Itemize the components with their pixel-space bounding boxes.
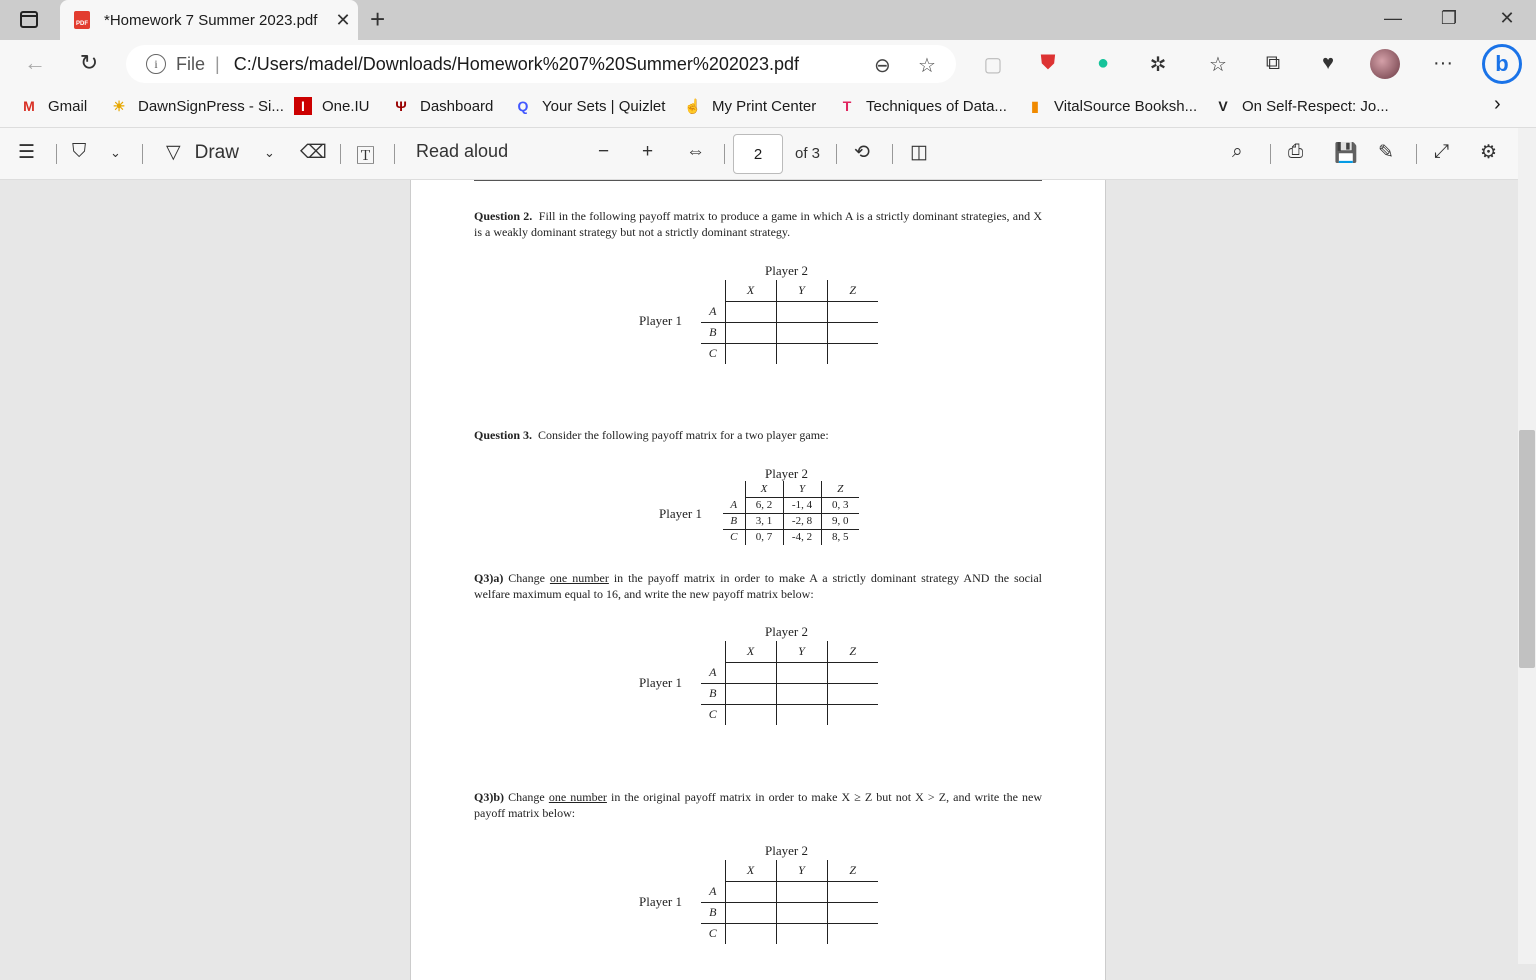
gmail-icon: M [23,98,35,114]
matrix-cell: 9, 0 [821,513,859,529]
matrix-cell: Z [827,860,878,881]
player2-label: Player 2 [765,263,808,278]
matrix-cell[interactable] [725,902,776,923]
oneiu-icon: I [294,97,312,115]
matrix-cell[interactable] [776,902,827,923]
matrix-cell: B [701,683,725,704]
separator [142,144,143,164]
save-as-icon[interactable]: ✎ [1378,142,1394,163]
quizlet-icon: Q [517,98,529,114]
separator [836,144,837,164]
matrix-cell[interactable] [827,881,878,902]
collections-add-icon[interactable]: ⧉ [1265,52,1281,74]
text-icon[interactable]: 🅃 [356,146,376,167]
matrix-cell: 8, 5 [832,531,849,544]
matrix-cell: Y [776,641,827,662]
matrix-cell: C [723,529,745,545]
scrollbar-thumb[interactable] [1519,430,1535,668]
player2-label: Player 2 [765,624,808,639]
matrix-cell: 0, 7 [745,529,783,545]
blank-matrix-q3a [701,641,878,725]
matrix-cell: C [701,343,725,364]
back-icon[interactable]: ← [24,50,46,75]
game-matrix [723,481,859,545]
t-logo-icon: T [842,98,852,114]
health-icon[interactable]: ♥ [1322,52,1334,74]
question-3b: Q3)b) Change one number in the original payoff matrix in order to make X ≥ Z but not X > Z, and write the new payoff matrix below: [474,790,1043,820]
highlight-dropdown-icon[interactable]: ⌄ [110,145,121,160]
matrix-cell: Z [821,481,859,497]
bing-icon[interactable]: b [1482,44,1522,84]
matrix-cell[interactable] [827,343,878,364]
read-aloud-button[interactable]: Read aloud [416,141,509,161]
matrix-cell[interactable] [776,662,827,683]
matrix-cell[interactable] [827,301,878,322]
more-icon[interactable]: ··· [1433,52,1453,74]
matrix-cell: 6, 2 [745,497,783,513]
tab-active[interactable] [60,0,358,40]
tab-strip [0,0,1536,40]
matrix-cell: A [701,301,725,322]
draw-icon: ▽ [166,142,181,163]
matrix-cell: X [725,860,776,881]
matrix-cell[interactable] [725,343,776,364]
matrix-cell[interactable] [827,704,878,725]
iu-trident-icon: Ψ [395,98,407,114]
matrix-cell: C [701,923,725,944]
matrix-cell [701,860,725,881]
player1-label: Player 1 [639,675,682,690]
matrix-cell [701,641,725,662]
matrix-cell: Y [776,280,827,301]
matrix-cell[interactable] [827,322,878,343]
matrix-cell: -4, 2 [783,529,821,545]
contents-icon[interactable]: ☰ [18,142,36,163]
separator [394,144,395,164]
matrix-cell[interactable] [725,704,776,725]
separator [340,144,341,164]
matrix-cell: X [725,280,776,301]
page-rule [474,180,1042,181]
minimize-icon[interactable]: — [1384,8,1402,28]
settings-icon[interactable]: ⚙ [1480,142,1498,163]
sun-icon: ☀ [112,98,126,114]
restore-icon[interactable]: ❐ [1440,8,1458,28]
bookmarks-more-icon[interactable]: › [1494,93,1501,115]
omnibox[interactable] [126,45,956,83]
matrix-cell[interactable] [827,683,878,704]
profile-avatar[interactable] [1370,49,1400,79]
rotate-icon[interactable]: ⟲ [854,142,870,163]
matrix-cell: B [701,902,725,923]
add-favorite-icon[interactable]: ☆ [918,55,936,77]
page-view-icon[interactable]: ◫ [910,142,928,163]
player1-label: Player 1 [659,506,702,521]
player1-label: Player 1 [639,313,682,328]
player2-label: Player 2 [765,466,808,481]
matrix-cell: 3, 1 [745,513,783,529]
separator [724,144,725,164]
matrix-cell: Y [776,860,827,881]
zoom-in-button[interactable]: + [642,141,654,162]
page-number-input[interactable]: 2 [733,134,783,174]
player2-label: Player 2 [765,843,808,858]
erase-icon[interactable]: ⌫ [300,142,327,163]
refresh-icon[interactable]: ↻ [79,50,99,75]
blank-matrix-q2 [701,280,878,364]
vitalsource-icon: ▮ [1031,98,1039,114]
zoom-out-icon[interactable]: ⊖ [874,55,891,77]
matrix-cell[interactable] [776,301,827,322]
separator [892,144,893,164]
matrix-cell: C [701,704,725,725]
favorites-icon[interactable]: ☆ [1209,54,1227,76]
bookmarks-bar [0,88,1536,128]
matrix-cell[interactable] [776,322,827,343]
page-count: of 3 [795,145,821,162]
collections-icon[interactable]: ▢ [983,54,1003,76]
matrix-cell: A [701,881,725,902]
info-icon[interactable]: i [146,54,166,74]
bookmark-dashboard[interactable]: Ψ Dashboard [392,97,493,115]
matrix-cell: Z [827,641,878,662]
question-3a: Q3)a) Change one number in the payoff matrix in order to make A a strictly dominant strategy AND the social welfare maximum equal to 16, and write the new payoff matrix below: [474,571,1043,601]
matrix-cell[interactable] [725,881,776,902]
url-text[interactable]: C:/Users/madel/Downloads/Homework%207%20Summer%202023.pdf [233,53,799,74]
zoom-out-button[interactable]: − [598,141,610,162]
matrix-cell: A [701,662,725,683]
file-label: File [176,53,206,74]
matrix-cell: 0, 3 [821,497,859,513]
highlight-icon[interactable]: ⛉ [72,141,87,162]
matrix-cell: X [725,641,776,662]
matrix-cell[interactable] [776,881,827,902]
matrix-cell[interactable] [725,683,776,704]
player1-label: Player 1 [639,894,682,909]
matrix-cell[interactable] [725,301,776,322]
matrix-cell[interactable] [725,662,776,683]
print-icon[interactable]: ⎙ [1288,141,1304,162]
pdf-page [410,180,1106,980]
tab-title: *Homework 7 Summer 2023.pdf [104,11,318,29]
v-logo-icon: V [1218,98,1228,114]
matrix-cell[interactable] [725,923,776,944]
separator: | [215,53,220,74]
close-tab-icon[interactable]: ✕ [335,9,351,30]
fullscreen-icon[interactable]: ⤢ [1434,141,1450,162]
matrix-cell[interactable] [776,923,827,944]
extensions-icon[interactable]: ✲ [1149,54,1167,76]
matrix-cell: Z [827,280,878,301]
matrix-cell [723,481,745,497]
matrix-cell: A [723,497,745,513]
bookmark-quizlet[interactable]: Q Your Sets | Quizlet [514,97,665,115]
save-icon[interactable]: 💾 [1334,143,1358,164]
matrix-cell [701,280,725,301]
bookmark-dawnsignpress[interactable]: ☀ DawnSignPress - Si... [110,97,284,115]
bookmark-vitalsource[interactable]: ▮ VitalSource Booksh... [1026,97,1197,115]
grammarly-icon[interactable]: ● [1096,52,1110,74]
hand-icon: ☝ [684,98,702,114]
matrix-cell: -2, 8 [783,513,821,529]
bookmark-print-center[interactable]: ☝ My Print Center [684,97,817,115]
separator [56,144,57,164]
shield-extension-icon[interactable]: ⛊ [1040,52,1056,74]
close-window-icon[interactable]: ✕ [1499,8,1515,28]
blank-matrix-q3b [701,860,878,944]
matrix-cell[interactable] [776,704,827,725]
tab-actions-icon[interactable] [20,11,38,28]
question-2: Question 2. Fill in the following payoff matrix to produce a game in which A is a strictly dominant strategies, and X is a weakly dominant strategy but not a strictly dominant strategy. [474,209,1042,239]
bookmark-self-respect[interactable]: V On Self-Respect: Jo... [1214,97,1389,115]
matrix-cell: Y [783,481,821,497]
matrix-cell[interactable] [827,902,878,923]
separator [1270,144,1271,164]
bookmark-gmail[interactable]: M Gmail [20,97,87,115]
pdf-icon: PDF [74,11,90,29]
matrix-cell[interactable] [725,322,776,343]
matrix-cell[interactable] [827,923,878,944]
bookmark-techniques[interactable]: T Techniques of Data... [838,97,1007,115]
bookmark-oneiu[interactable]: I One.IU [294,97,370,115]
new-tab-icon[interactable]: + [370,4,386,34]
separator [1416,144,1417,164]
search-icon[interactable]: ⌕ [1232,141,1243,162]
draw-dropdown-icon[interactable]: ⌄ [264,145,275,160]
draw-button[interactable]: ▽ Draw [166,141,239,163]
matrix-cell[interactable] [776,683,827,704]
question-3: Question 3. Consider the following payoff matrix for a two player game: [474,428,829,442]
matrix-cell[interactable] [827,662,878,683]
fit-width-icon[interactable]: ⇔ [686,141,705,162]
matrix-cell[interactable] [776,343,827,364]
matrix-cell: B [701,322,725,343]
matrix-cell: -1, 4 [783,497,821,513]
matrix-cell: B [723,513,745,529]
matrix-cell: X [745,481,783,497]
